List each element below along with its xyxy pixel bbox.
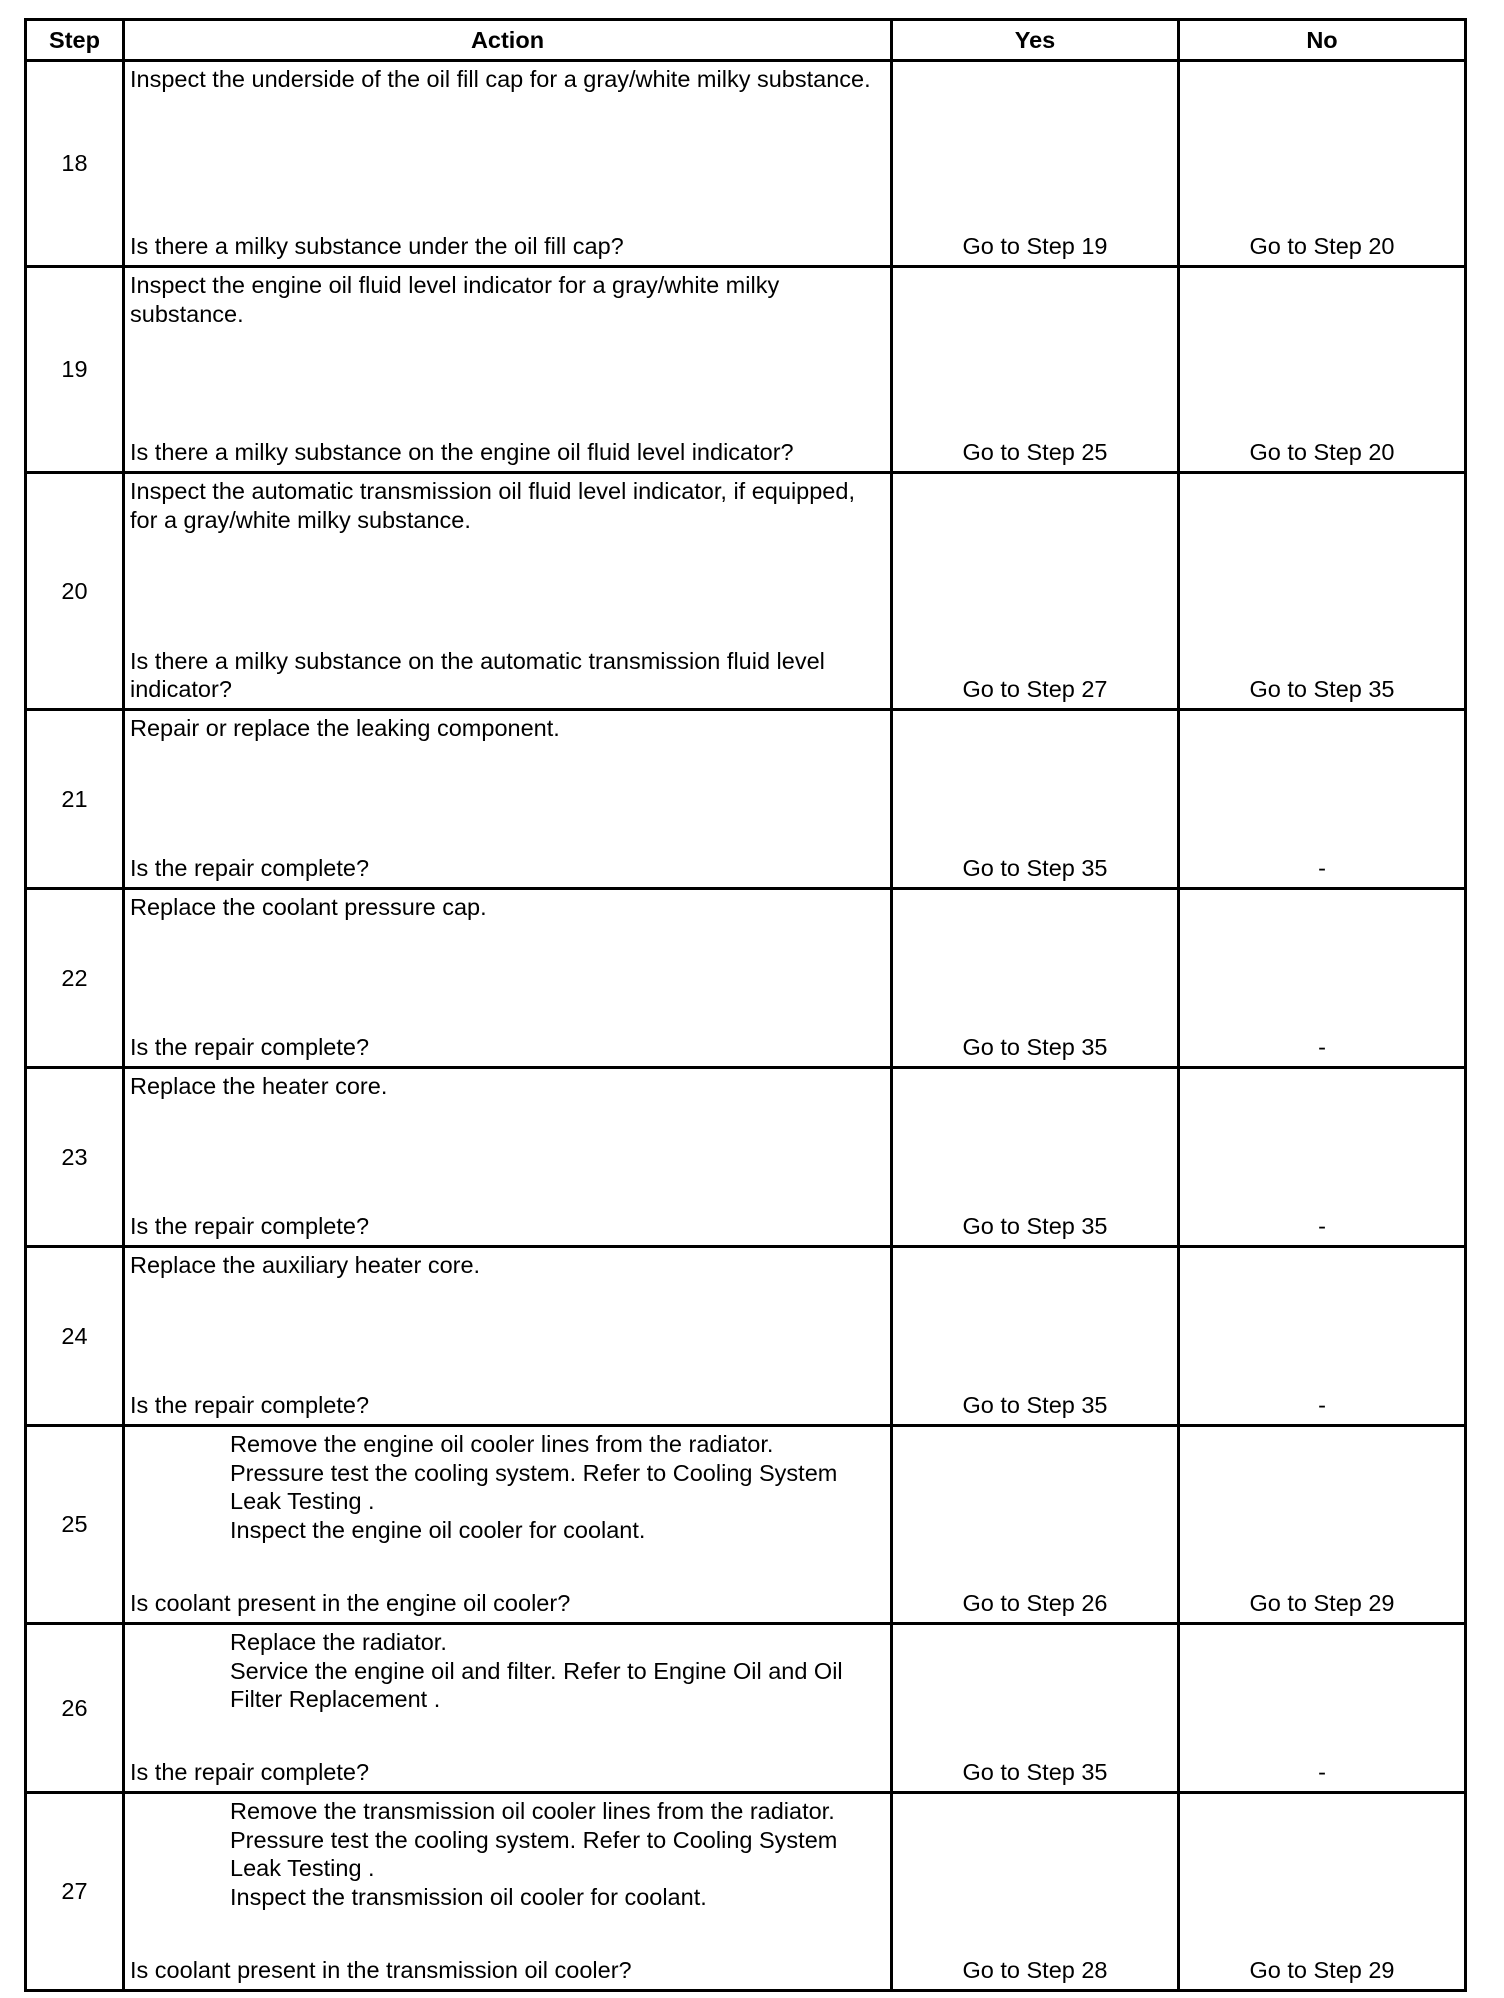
action-cell xyxy=(124,1426,892,1624)
action-description: Replace the coolant pressure cap. xyxy=(130,894,487,920)
no-cell: Go to Step 20 xyxy=(1179,267,1466,473)
action-cell xyxy=(124,1068,892,1247)
action-cell xyxy=(124,889,892,1068)
step-number: 21 xyxy=(26,710,124,889)
header-row xyxy=(26,20,1466,61)
step-number: 18 xyxy=(26,61,124,267)
table-row xyxy=(26,710,1466,889)
step-number: 20 xyxy=(26,473,124,710)
yes-cell: Go to Step 28 xyxy=(892,1793,1179,1991)
no-cell: - xyxy=(1179,1624,1466,1793)
no-cell: Go to Step 35 xyxy=(1179,473,1466,710)
action-cell xyxy=(124,1247,892,1426)
no-cell: - xyxy=(1179,889,1466,1068)
no-cell: Go to Step 29 xyxy=(1179,1793,1466,1991)
action-question: Is there a milky substance on the automatic transmission fluid level indicator? xyxy=(130,647,825,703)
no-cell: - xyxy=(1179,710,1466,889)
header-no: No xyxy=(1179,20,1466,61)
action-question: Is there a milky substance on the engine oil fluid level indicator? xyxy=(130,439,794,466)
yes-cell: Go to Step 27 xyxy=(892,473,1179,710)
action-step-line: Replace the radiator. xyxy=(230,1629,447,1655)
yes-cell: Go to Step 26 xyxy=(892,1426,1179,1624)
action-cell xyxy=(124,1624,892,1793)
step-number: 25 xyxy=(26,1426,124,1624)
yes-cell: Go to Step 35 xyxy=(892,1624,1179,1793)
action-question: Is the repair complete? xyxy=(130,1034,370,1061)
table-row xyxy=(26,1793,1466,1991)
step-number: 19 xyxy=(26,267,124,473)
yes-cell: Go to Step 35 xyxy=(892,1068,1179,1247)
no-cell: - xyxy=(1179,1068,1466,1247)
action-cell xyxy=(124,267,892,473)
action-step-line: Pressure test the cooling system. Refer to Cooling System Leak Testing . xyxy=(230,1459,838,1515)
action-question: Is there a milky substance under the oil fill cap? xyxy=(130,233,624,260)
action-description: Repair or replace the leaking component. xyxy=(130,715,560,741)
action-question: Is the repair complete? xyxy=(130,855,370,882)
action-description: Inspect the underside of the oil fill cap for a gray/white milky substance. xyxy=(130,66,871,92)
yes-cell: Go to Step 35 xyxy=(892,889,1179,1068)
action-question: Is coolant present in the transmission oil cooler? xyxy=(130,1957,632,1984)
step-number: 26 xyxy=(26,1624,124,1793)
action-step-line: Inspect the engine oil cooler for coolant. xyxy=(230,1516,646,1543)
step-number: 24 xyxy=(26,1247,124,1426)
action-question: Is the repair complete? xyxy=(130,1759,370,1786)
diagnostic-table xyxy=(24,18,1467,1992)
action-description: Replace the auxiliary heater core. xyxy=(130,1252,481,1278)
action-cell xyxy=(124,1793,892,1991)
table-row xyxy=(26,889,1466,1068)
action-question: Is the repair complete? xyxy=(130,1392,370,1419)
action-step-line: Service the engine oil and filter. Refer to Engine Oil and Oil Filter Replacement . xyxy=(230,1657,843,1713)
table-row xyxy=(26,1068,1466,1247)
yes-cell: Go to Step 35 xyxy=(892,710,1179,889)
header-step: Step xyxy=(26,20,124,61)
yes-cell: Go to Step 19 xyxy=(892,61,1179,267)
header-yes: Yes xyxy=(892,20,1179,61)
table-row xyxy=(26,1426,1466,1624)
table-row xyxy=(26,267,1466,473)
action-question: Is coolant present in the engine oil cooler? xyxy=(130,1590,571,1617)
action-description: Inspect the automatic transmission oil fluid level indicator, if equipped, for a gray/white milky substance. xyxy=(130,478,855,533)
yes-cell: Go to Step 35 xyxy=(892,1247,1179,1426)
action-description: Inspect the engine oil fluid level indicator for a gray/white milky substance. xyxy=(130,272,780,327)
table-row xyxy=(26,1247,1466,1426)
action-step-line: Inspect the transmission oil cooler for coolant. xyxy=(230,1883,707,1910)
step-number: 23 xyxy=(26,1068,124,1247)
table-row xyxy=(26,1624,1466,1793)
action-step-line: Pressure test the cooling system. Refer to Cooling System Leak Testing . xyxy=(230,1826,838,1882)
action-cell xyxy=(124,473,892,710)
no-cell: Go to Step 20 xyxy=(1179,61,1466,267)
step-number: 22 xyxy=(26,889,124,1068)
step-number: 27 xyxy=(26,1793,124,1991)
action-step-line: Remove the engine oil cooler lines from the radiator. xyxy=(230,1431,774,1457)
action-steps-list xyxy=(130,1797,885,1912)
action-description: Replace the heater core. xyxy=(130,1073,388,1099)
action-cell xyxy=(124,710,892,889)
no-cell: - xyxy=(1179,1247,1466,1426)
header-action: Action xyxy=(124,20,892,61)
action-steps-list xyxy=(130,1628,885,1714)
action-steps-list xyxy=(130,1430,885,1545)
action-question: Is the repair complete? xyxy=(130,1213,370,1240)
table-row xyxy=(26,61,1466,267)
table-row xyxy=(26,473,1466,710)
action-step-line: Remove the transmission oil cooler lines from the radiator. xyxy=(230,1798,835,1824)
yes-cell: Go to Step 25 xyxy=(892,267,1179,473)
action-cell xyxy=(124,61,892,267)
no-cell: Go to Step 29 xyxy=(1179,1426,1466,1624)
